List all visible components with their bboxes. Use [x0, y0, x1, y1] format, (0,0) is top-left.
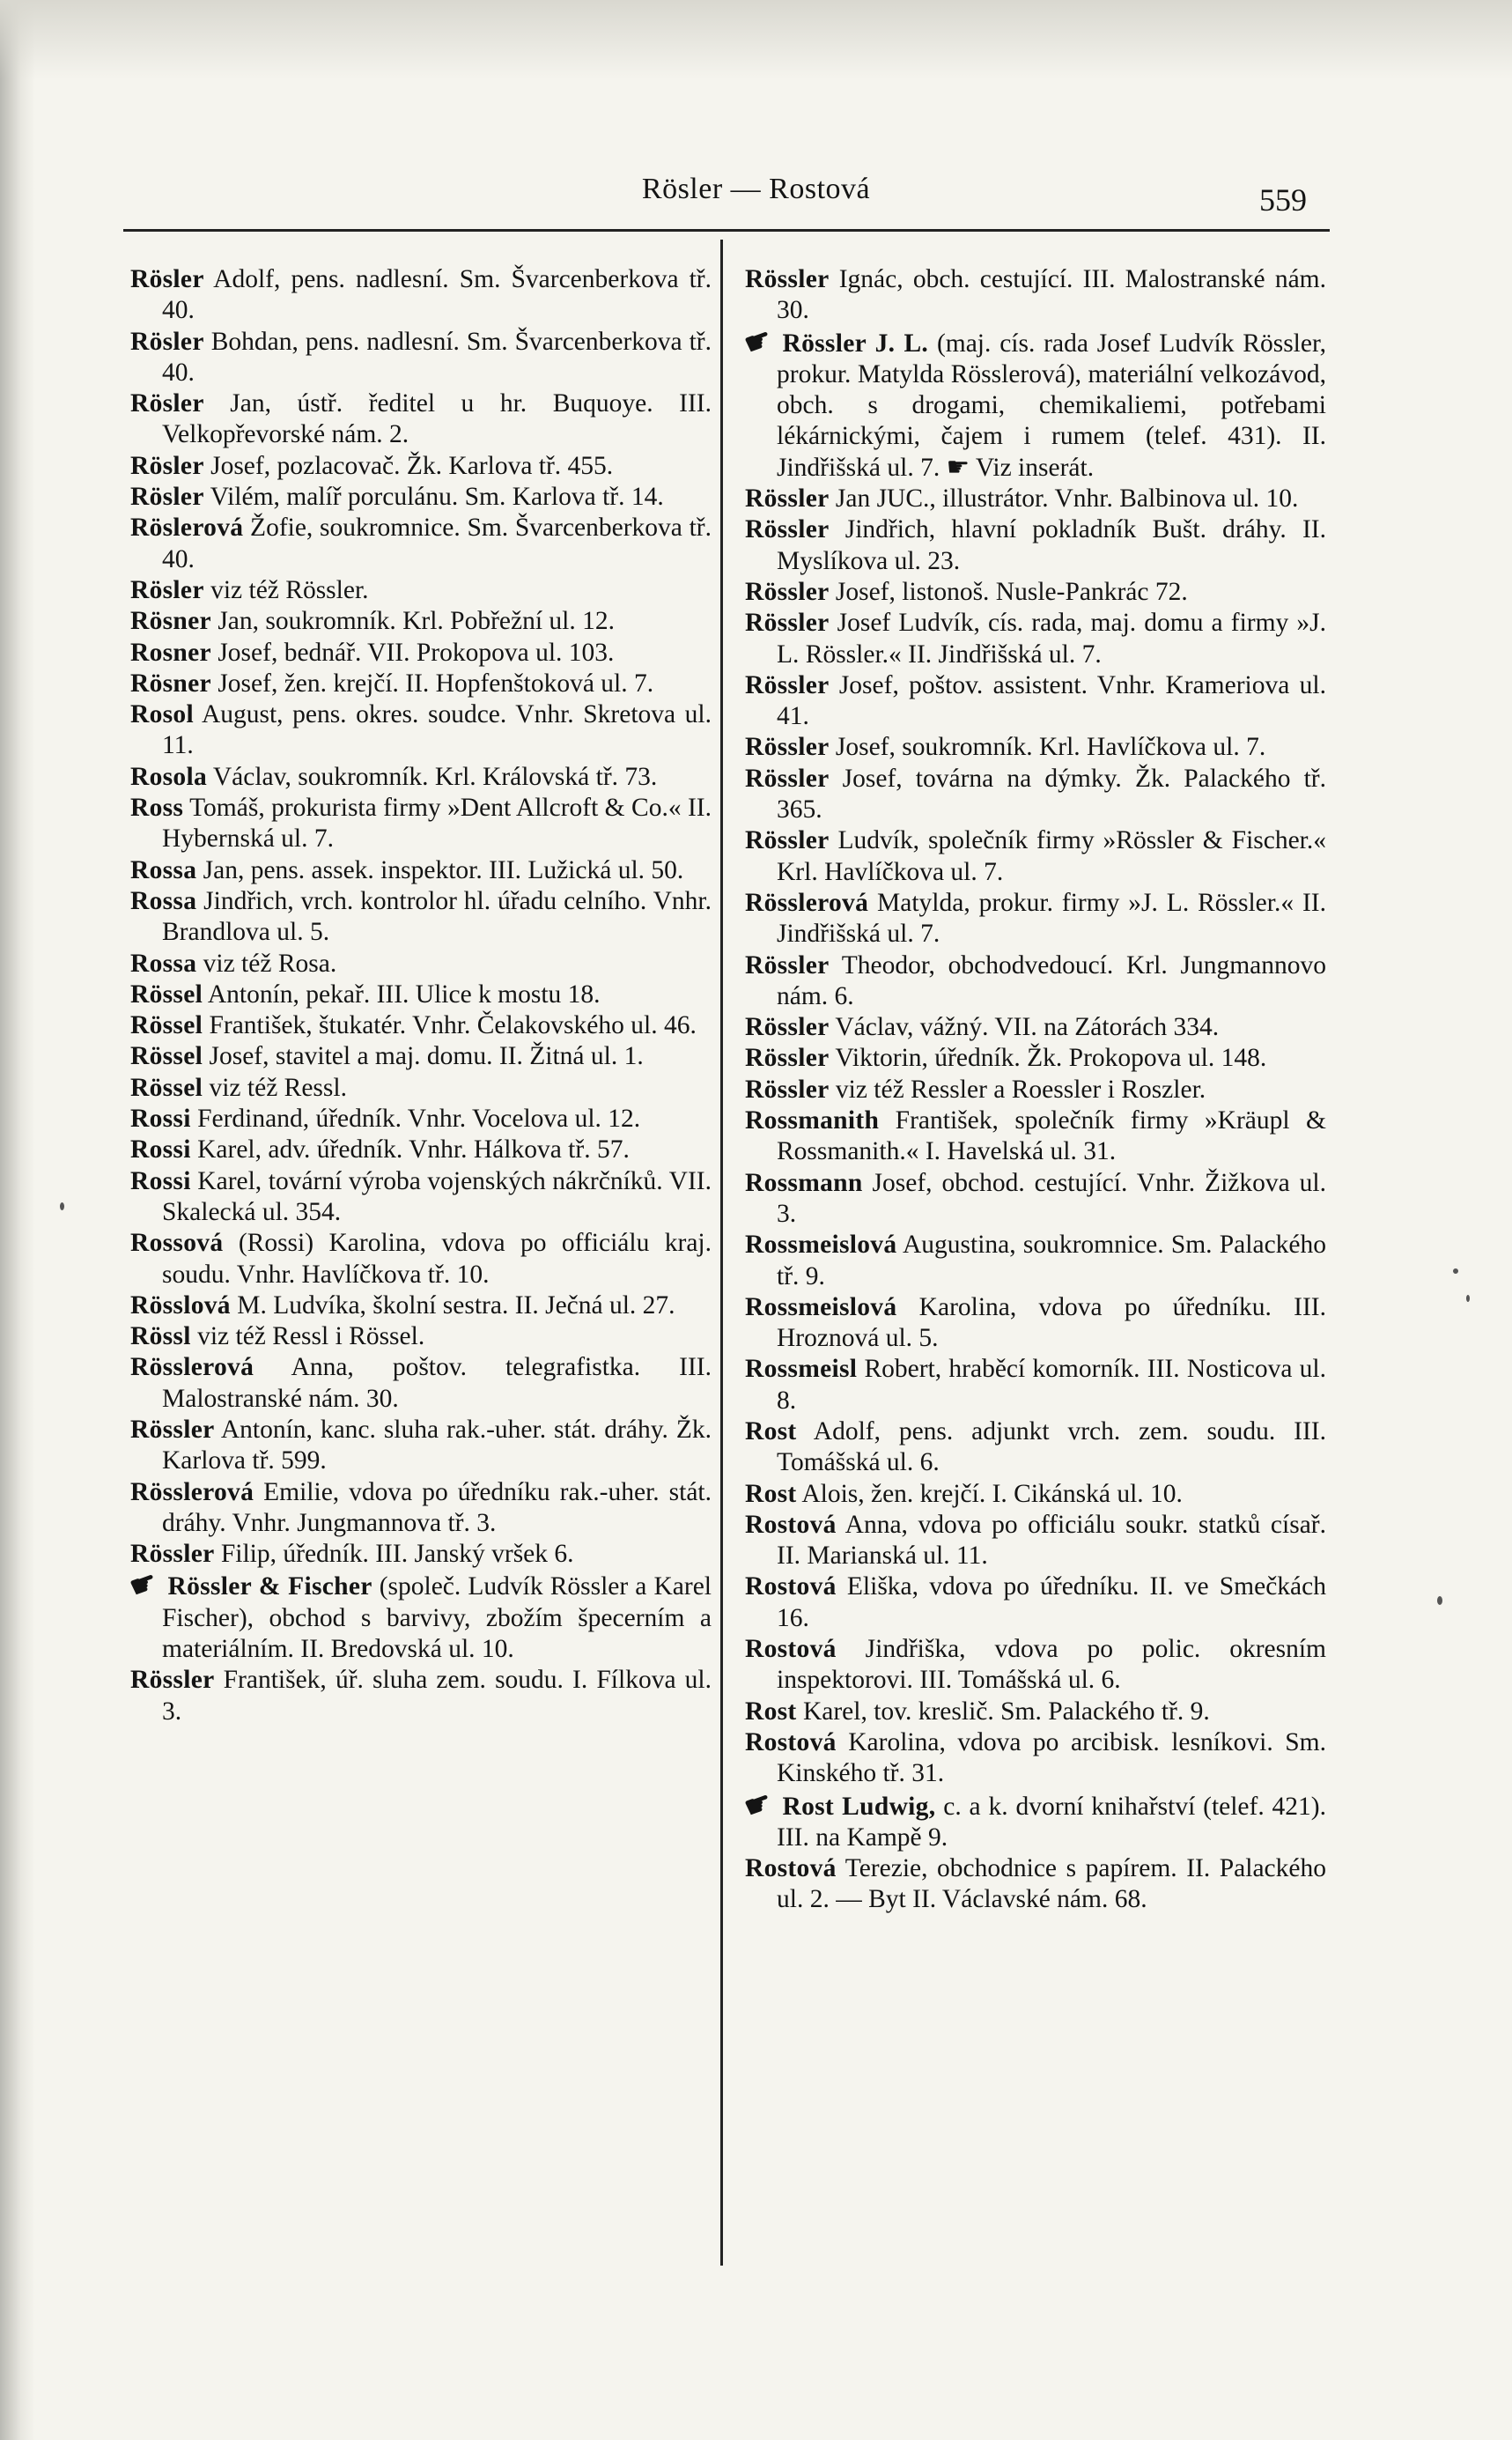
directory-entry	[130, 1321, 712, 1352]
directory-entry	[745, 888, 1326, 950]
directory-entry	[130, 1135, 712, 1165]
paper-speck	[1437, 1596, 1442, 1605]
entry-details: Žofie, soukromnice. Sm. Švarcenberkova tř. 40.	[162, 514, 712, 573]
entry-details: viz též Rössler.	[210, 575, 369, 604]
directory-entry	[130, 388, 712, 451]
directory-entry	[745, 514, 1326, 577]
header-rule	[123, 229, 1330, 232]
entry-details: Jindřich, vrch. kontrolor hl. úřadu celního. Vnhr. Brandlova ul. 5.	[162, 886, 712, 947]
directory-entry	[130, 1166, 712, 1229]
entry-surname: Rösler	[130, 451, 204, 480]
entry-surname: Rössler	[745, 826, 830, 855]
entry-surname: Ross	[130, 794, 184, 823]
entry-surname: Rössler & Fischer	[167, 1572, 372, 1601]
directory-entry	[745, 484, 1326, 514]
directory-entry	[130, 451, 712, 482]
entry-details: Ignác, obch. cestující. III. Malostranské nám. 30.	[777, 265, 1326, 325]
entry-surname: Rosner	[130, 638, 211, 667]
paper-speck	[1466, 1295, 1470, 1302]
entry-surname: Rösner	[130, 607, 211, 636]
entry-details: Karolina, vdova po arcibisk. lesníkovi. Sm. Kinského tř. 31.	[777, 1727, 1326, 1788]
directory-entry	[745, 1230, 1326, 1292]
entry-surname: Rostová	[745, 1854, 837, 1883]
entry-details: Jan, ústř. ředitel u hr. Buquoye. III. Velkopřevorské nám. 2.	[162, 389, 712, 449]
directory-entry	[130, 762, 712, 793]
column-divider	[720, 240, 723, 2266]
entry-details: Viktorin, úředník. Žk. Prokopova ul. 148.	[835, 1044, 1267, 1073]
entry-details: Jan, pens. assek. inspektor. III. Lužická ul. 50.	[203, 855, 684, 884]
pointing-hand-icon: ☛	[740, 322, 777, 362]
entry-details: Karel, tov. kreslič. Sm. Palackého tř. 9.	[802, 1697, 1210, 1726]
entry-surname: Rössler	[745, 577, 830, 606]
top-shadow	[0, 0, 1512, 79]
directory-entry	[745, 1105, 1326, 1168]
entry-details: Josef, soukromník. Krl. Havlíčkova ul. 7.	[835, 733, 1266, 762]
entry-details: Matylda, prokur. firmy »J. L. Rössler.« II. Jindřišská ul. 7.	[777, 888, 1326, 949]
entry-details: Václav, soukromník. Krl. Královská tř. 73.	[212, 762, 658, 791]
directory-entry	[745, 670, 1326, 733]
directory-entry	[740, 322, 1326, 484]
directory-entry	[130, 886, 712, 949]
directory-entry	[745, 1075, 1326, 1105]
directory-entry	[130, 482, 712, 513]
entry-details: Václav, vážný. VII. na Zátorách 334.	[835, 1013, 1220, 1042]
entry-surname: Rössel	[130, 980, 203, 1009]
entry-surname: Rosola	[130, 762, 208, 791]
directory-entry	[745, 1354, 1326, 1416]
entry-surname: Rostová	[745, 1572, 837, 1601]
entry-surname: Rossmeisl	[745, 1355, 858, 1384]
entry-surname: Rössl	[130, 1322, 191, 1351]
entry-details: František, společník firmy »Kräupl & Rossmanith.« I. Havelská ul. 31.	[777, 1106, 1326, 1166]
directory-entry	[745, 1571, 1326, 1634]
entry-details: Theodor, obchodvedoucí. Krl. Jungmannovo nám. 6.	[777, 950, 1327, 1010]
entry-details: Robert, hraběcí komorník. III. Nosticova ul. 8.	[777, 1355, 1326, 1415]
entry-details: Bohdan, pens. nadlesní. Sm. Švarcenberkova tř. 40.	[162, 327, 712, 387]
entry-details: Josef, žen. krejčí. II. Hopfenštoková ul. 7.	[218, 669, 654, 698]
entry-surname: Rösslová	[130, 1290, 231, 1320]
running-head: Rösler — Rostová	[641, 173, 871, 205]
directory-entry	[130, 513, 712, 575]
left-column	[125, 264, 712, 1727]
entry-details: Adolf, pens. nadlesní. Sm. Švarcenberkova tř. 40.	[162, 265, 712, 325]
entry-surname: Rossmann	[745, 1168, 863, 1197]
directory-entry	[130, 980, 712, 1010]
directory-entry	[130, 1290, 712, 1321]
directory-entry	[745, 764, 1326, 826]
entry-surname: Rössler	[745, 515, 830, 544]
entry-details: Jindřiška, vdova po polic. okresním inspektorovi. III. Tomášská ul. 6.	[777, 1635, 1327, 1695]
directory-entry	[745, 1510, 1326, 1572]
directory-entry	[130, 1539, 712, 1570]
entry-details: Adolf, pens. adjunkt vrch. zem. soudu. III. Tomášská ul. 6.	[777, 1416, 1326, 1477]
directory-entry	[130, 1010, 712, 1041]
paper-speck	[60, 1202, 64, 1210]
entry-details: M. Ludvíka, školní sestra. II. Ječná ul. 27.	[237, 1290, 675, 1320]
directory-entry	[745, 1043, 1326, 1074]
entry-details: Tomáš, prokurista firmy »Dent Allcroft & Co.« II. Hybernská ul. 7.	[162, 794, 712, 854]
directory-entry	[130, 1415, 712, 1477]
entry-details: Josef, obchod. cestující. Vnhr. Žižkova ul. 3.	[777, 1168, 1326, 1228]
entry-surname: Rösler	[130, 389, 204, 418]
entry-details: Anna, vdova po officiálu soukr. statků císař. II. Marianská ul. 11.	[777, 1510, 1326, 1571]
entry-details: Augustina, soukromnice. Sm. Palackého tř. 9.	[777, 1231, 1327, 1290]
entry-surname: Rösslerová	[130, 1353, 254, 1382]
entry-details: Anna, poštov. telegrafistka. III. Malostranské nám. 30.	[162, 1353, 712, 1413]
entry-surname: Rostová	[745, 1635, 837, 1664]
entry-surname: Rösslerová	[130, 1477, 254, 1506]
entry-details: František, štukatér. Vnhr. Čelakovského ul. 46.	[209, 1011, 697, 1040]
entry-surname: Rösner	[130, 669, 211, 698]
entry-details: Filip, úředník. III. Janský vršek 6.	[220, 1540, 574, 1569]
entry-details: Karel, tovární výroba vojenských nákrčníků. VII. Skalecká ul. 354.	[162, 1166, 712, 1226]
entry-details: Antonín, pekař. III. Ulice k mostu 18.	[207, 980, 601, 1009]
directory-entry	[130, 638, 712, 669]
directory-entry	[130, 793, 712, 855]
entry-details: Alois, žen. krejčí. I. Cikánská ul. 10.	[801, 1479, 1183, 1508]
entry-surname: Rösler	[130, 327, 204, 356]
directory-entry	[745, 608, 1326, 670]
entry-details: Terezie, obchodnice s papírem. II. Palackého ul. 2. — Byt II. Václavské nám. 68.	[777, 1854, 1326, 1914]
paper-speck	[1453, 1268, 1458, 1274]
directory-entry	[130, 949, 712, 980]
entry-surname: Rössler	[745, 764, 830, 793]
entry-surname: Rössler	[745, 609, 830, 638]
entry-surname: Rossa	[130, 886, 197, 915]
entry-surname: Rössler	[745, 265, 830, 293]
entry-details: (společ. Ludvík Rössler a Karel Fischer), obchod s barvivy, zbožím špecerním a materiálním. II. Bredovská ul. 10.	[162, 1572, 712, 1664]
directory-entry	[130, 606, 712, 637]
directory-entry	[745, 825, 1326, 888]
entry-details: Eliška, vdova po úředníku. II. ve Smečkách 16.	[777, 1572, 1326, 1632]
entry-surname: Rossmeislová	[745, 1231, 897, 1260]
entry-surname: Rössler	[745, 670, 830, 699]
directory-entry	[745, 1697, 1326, 1727]
directory-entry	[130, 1665, 712, 1727]
entry-details: Josef, listonoš. Nusle-Pankrác 72.	[835, 577, 1188, 606]
entry-details: Jan, soukromník. Krl. Pobřežní ul. 12.	[218, 607, 615, 636]
directory-entry	[130, 1352, 712, 1415]
entry-details: Antonín, kanc. sluha rak.-uher. stát. dráhy. Žk. Karlova tř. 599.	[162, 1415, 712, 1475]
entry-surname: Rösler	[130, 575, 204, 604]
entry-surname: Rössel	[130, 1042, 203, 1071]
entry-surname: Rössler J. L.	[782, 329, 929, 358]
entry-details: Ferdinand, úředník. Vnhr. Vocelova ul. 12.	[197, 1105, 641, 1134]
entry-surname: Rössler	[745, 733, 830, 762]
entry-details: František, úř. sluha zem. soudu. I. Fílkova ul. 3.	[162, 1666, 712, 1726]
directory-entry	[130, 1041, 712, 1072]
entry-surname: Rössler	[130, 1415, 215, 1444]
entry-details: c. a k. dvorní knihařství (telef. 421). III. na Kampě 9.	[777, 1792, 1327, 1852]
entry-details: Jan JUC., illustrátor. Vnhr. Balbinova ul. 10.	[835, 484, 1299, 514]
entry-surname: Rost	[745, 1479, 797, 1508]
pointing-hand-icon: ☛	[740, 1785, 777, 1825]
entry-surname: Rost	[745, 1416, 797, 1446]
entry-details: Jindřich, hlavní pokladník Bušt. dráhy. II. Myslíkova ul. 23.	[777, 515, 1327, 575]
entry-surname: Rössler	[745, 1044, 830, 1073]
directory-entry	[745, 1012, 1326, 1043]
entry-surname: Röslerová	[130, 514, 244, 543]
directory-entry	[745, 1416, 1326, 1479]
entry-details: Josef, pozlacovač. Žk. Karlova tř. 455.	[210, 451, 614, 480]
right-column	[740, 264, 1327, 1916]
entry-details: Josef, poštov. assistent. Vnhr. Krameriova ul. 41.	[777, 670, 1326, 731]
entry-surname: Rossová	[130, 1229, 224, 1258]
directory-entry	[745, 1168, 1326, 1231]
directory-entry	[745, 264, 1326, 327]
entry-surname: Rossi	[130, 1105, 191, 1134]
directory-entry	[745, 1853, 1326, 1916]
entry-details: Josef, bednář. VII. Prokopova ul. 103.	[218, 638, 615, 667]
entry-surname: Rossmanith	[745, 1106, 880, 1135]
directory-entry	[130, 855, 712, 886]
entry-details: Karolina, vdova po úředníku. III. Hroznová ul. 5.	[777, 1292, 1326, 1353]
entry-details: (maj. cís. rada Josef Ludvík Rössler, prokur. Matylda Rösslerová), materiální velkozávod, obch. s drogami, chemikaliemi, potřebami lékárnickými, čajem i rumem (telef. 431). II. Jindřišská ul. 7. ☛ Viz inserát.	[777, 329, 1326, 482]
directory-entry	[745, 577, 1326, 608]
entry-details: Ludvík, společník firmy »Rössler & Fischer.« Krl. Havlíčkova ul. 7.	[777, 826, 1326, 886]
entry-surname: Rossi	[130, 1166, 191, 1195]
directory-entry	[130, 669, 712, 699]
entry-surname: Rössler	[745, 1013, 830, 1042]
directory-entry	[130, 1073, 712, 1104]
entry-details: Josef, stavitel a maj. domu. II. Žitná ul. 1.	[209, 1042, 644, 1071]
directory-entry	[745, 1727, 1326, 1790]
entry-surname: Rössel	[130, 1011, 203, 1040]
entry-surname: Rostová	[745, 1510, 837, 1539]
entry-details: August, pens. okres. soudce. Vnhr. Skretova ul. 11.	[162, 700, 712, 760]
directory-entry	[130, 1228, 712, 1290]
binding-shadow	[0, 0, 35, 2440]
entry-details: Emilie, vdova po úředníku rak.-uher. stát. dráhy. Vnhr. Jungmannova tř. 3.	[162, 1477, 712, 1537]
pointing-hand-icon: ☛	[125, 1565, 162, 1606]
entry-surname: Rostová	[745, 1727, 837, 1756]
entry-surname: Rössler	[745, 950, 830, 980]
entry-details: viz též Ressl i Rössel.	[197, 1322, 425, 1351]
directory-entry	[130, 327, 712, 389]
entry-surname: Rossi	[130, 1135, 191, 1165]
entry-details: viz též Ressler a Roessler i Roszler.	[835, 1075, 1206, 1104]
entry-surname: Rössel	[130, 1073, 203, 1102]
entry-surname: Rössler	[745, 1075, 830, 1104]
entry-surname: Rösler	[130, 265, 204, 293]
directory-entry	[745, 732, 1326, 763]
entry-surname: Rossa	[130, 855, 197, 884]
entry-details: Vilém, malíř porculánu. Sm. Karlova tř. 14.	[210, 483, 664, 512]
entry-details: Karel, adv. úředník. Vnhr. Hálkova tř. 57.	[197, 1135, 630, 1165]
entry-surname: Rössler	[745, 484, 830, 514]
entry-surname: Rossa	[130, 949, 197, 978]
directory-entry	[130, 264, 712, 327]
directory-entry	[130, 699, 712, 762]
directory-entry	[745, 1479, 1326, 1510]
directory-entry	[745, 1634, 1326, 1697]
entry-surname: Rossmeislová	[745, 1292, 897, 1321]
directory-entry	[130, 1104, 712, 1135]
entry-surname: Rössler	[130, 1540, 215, 1569]
directory-entry	[125, 1565, 712, 1665]
entry-surname: Rosol	[130, 700, 194, 729]
entry-surname: Rost Ludwig,	[782, 1792, 936, 1821]
directory-entry	[130, 1477, 712, 1540]
entry-surname: Rössler	[130, 1666, 215, 1695]
directory-entry	[745, 1292, 1326, 1355]
page-number: 559	[1259, 182, 1307, 218]
entry-details: Josef, továrna na dýmky. Žk. Palackého tř. 365.	[777, 764, 1327, 824]
entry-details: (Rossi) Karolina, vdova po officiálu kraj. soudu. Vnhr. Havlíčkova tř. 10.	[162, 1229, 712, 1289]
entry-details: viz též Rosa.	[203, 949, 337, 978]
directory-entry	[130, 575, 712, 606]
entry-surname: Rösslerová	[745, 888, 869, 917]
directory-entry	[745, 950, 1326, 1013]
entry-surname: Rösler	[130, 483, 204, 512]
directory-entry	[740, 1785, 1327, 1854]
entry-details: viz též Ressl.	[209, 1073, 347, 1102]
entry-details: Josef Ludvík, cís. rada, maj. domu a firmy »J. L. Rössler.« II. Jindřišská ul. 7.	[777, 609, 1327, 669]
entry-surname: Rost	[745, 1697, 797, 1726]
